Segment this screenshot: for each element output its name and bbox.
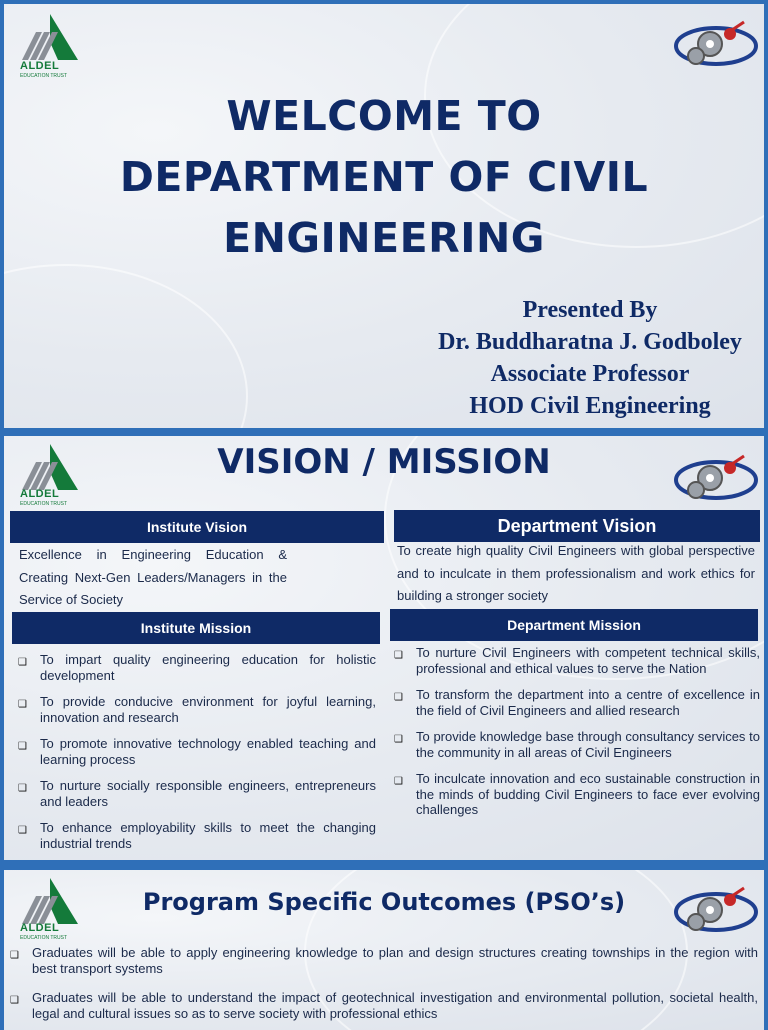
- aldel-logo-icon: [14, 876, 80, 940]
- pso-title: Program Specific Outcomes (PSO’s): [142, 888, 626, 916]
- logo-text: ALDEL: [20, 922, 60, 934]
- department-mission-heading: Department Mission: [390, 609, 758, 641]
- presenter-name: Dr. Buddharatna J. Godboley: [438, 329, 742, 355]
- logo-subtext: EDUCATION TRUST: [20, 935, 68, 941]
- list-item: [14, 694, 376, 725]
- logo-text: ALDEL: [20, 488, 60, 500]
- bullet-icon: ❑: [18, 741, 27, 752]
- bullet-icon: ❑: [394, 650, 403, 661]
- bullet-icon: ❑: [18, 657, 27, 668]
- logo-text: ALDEL: [20, 60, 60, 72]
- mission-text: To nurture Civil Engineers with competent technical skills, professional and ethical values to serve the Nation: [416, 645, 760, 676]
- presenter-designation: Associate Professor: [490, 361, 690, 387]
- bullet-icon: ❑: [10, 950, 19, 961]
- list-item: [14, 778, 376, 809]
- college-emblem-icon: [672, 878, 760, 942]
- list-item: [390, 729, 760, 760]
- department-vision-text: To create high quality Civil Engineers with global perspective and to inculcate in them professionalism and work ethics for building a stronger society: [397, 543, 755, 603]
- aldel-logo-icon: [14, 12, 80, 79]
- mission-text: To impart quality engineering education for holistic development: [40, 652, 376, 683]
- pso-slide: [4, 870, 764, 1030]
- list-item: [6, 945, 758, 976]
- department-vision-heading: Department Vision: [394, 510, 760, 542]
- mission-text: To provide conducive environment for joyful learning, innovation and research: [40, 694, 376, 725]
- logo-subtext: EDUCATION TRUST: [20, 73, 68, 79]
- institute-vision-text: Excellence in Engineering Education & Creating Next-Gen Leaders/Managers in the Service of Society: [19, 547, 287, 607]
- list-item: [390, 771, 760, 818]
- welcome-title: [64, 86, 704, 269]
- bullet-icon: ❑: [394, 776, 403, 787]
- title-line: WELCOME TO: [226, 92, 542, 140]
- mission-text: To promote innovative technology enabled teaching and learning process: [40, 736, 376, 767]
- presented-by-label: Presented By: [522, 297, 658, 323]
- outcome-text: Graduates will be able to apply engineering knowledge to plan and design structures creating townships in the region with best transport systems: [32, 945, 758, 976]
- bullet-icon: ❑: [10, 995, 19, 1006]
- bullet-icon: ❑: [18, 699, 27, 710]
- mission-text: To provide knowledge base through consultancy services to the community in all areas of Civil Engineers: [416, 729, 760, 760]
- aldel-logo-icon: [14, 442, 80, 506]
- college-emblem-icon: [672, 12, 760, 76]
- list-item: [14, 736, 376, 767]
- vision-mission-slide: [4, 436, 764, 860]
- presenter-block: [399, 294, 764, 422]
- list-item: [390, 687, 760, 718]
- presenter-role: HOD Civil Engineering: [469, 393, 711, 419]
- list-item: [6, 990, 758, 1021]
- institute-mission-list: [14, 652, 376, 851]
- pso-list: [6, 945, 758, 1021]
- logo-subtext: EDUCATION TRUST: [20, 501, 68, 507]
- mission-text: To inculcate innovation and eco sustainable construction in the minds of budding Civil Engineers to face ever evolving challenges: [416, 771, 760, 817]
- outcome-text: Graduates will be able to understand the impact of geotechnical investigation and environmental pollution, societal health, legal and cultural issues so as to serve society with professional ethics: [32, 990, 758, 1021]
- background-swirl: [4, 264, 248, 428]
- title-line: DEPARTMENT OF CIVIL: [119, 153, 649, 201]
- department-mission-list: [390, 645, 760, 818]
- mission-text: To transform the department into a centre of excellence in the field of Civil Engineers and allied research: [416, 687, 760, 718]
- list-item: [14, 820, 376, 851]
- bullet-icon: ❑: [394, 734, 403, 745]
- title-slide: [4, 4, 764, 428]
- list-item: [14, 652, 376, 683]
- vision-mission-title: VISION / MISSION: [217, 442, 551, 482]
- institute-mission-heading: Institute Mission: [12, 612, 380, 644]
- institute-vision-heading: Institute Vision: [10, 511, 384, 543]
- college-emblem-icon: [672, 446, 760, 510]
- list-item: [390, 645, 760, 676]
- mission-text: To enhance employability skills to meet the changing industrial trends: [40, 820, 376, 851]
- bullet-icon: ❑: [18, 825, 27, 836]
- bullet-icon: ❑: [18, 783, 27, 794]
- mission-text: To nurture socially responsible engineers, entrepreneurs and leaders: [40, 778, 376, 809]
- bullet-icon: ❑: [394, 692, 403, 703]
- title-line: ENGINEERING: [223, 214, 545, 262]
